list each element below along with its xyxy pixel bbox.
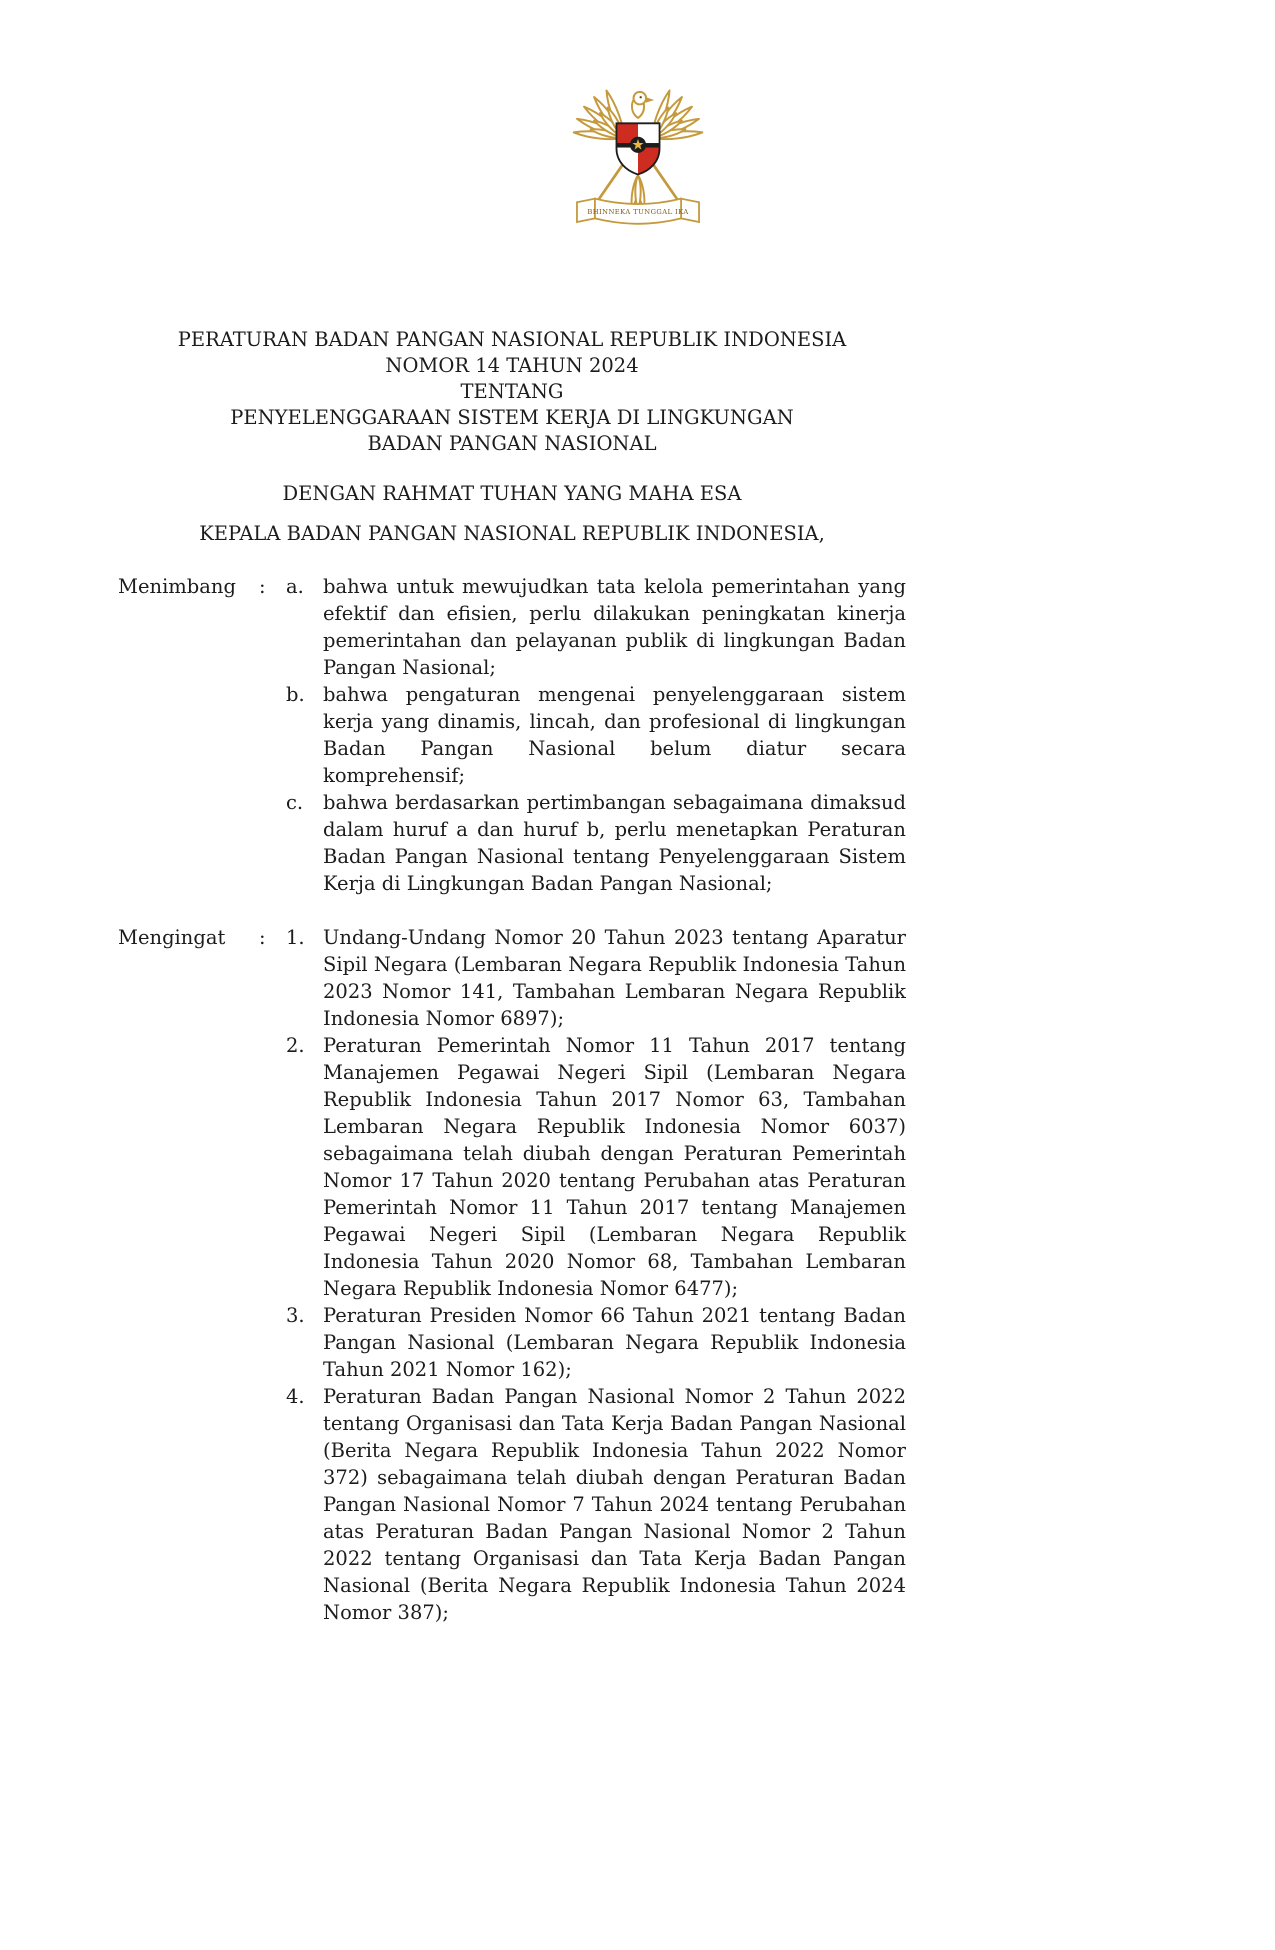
item-marker: c. bbox=[286, 791, 304, 814]
section-label: Mengingat bbox=[118, 926, 226, 949]
menimbang-items bbox=[286, 573, 906, 897]
list-item bbox=[286, 789, 906, 897]
list-item bbox=[286, 924, 906, 1032]
section-mengingat bbox=[118, 924, 906, 1626]
section-menimbang bbox=[118, 573, 906, 897]
list-item bbox=[286, 1032, 906, 1302]
head bbox=[631, 92, 653, 118]
title-line-5: BADAN PANGAN NASIONAL bbox=[367, 432, 657, 455]
item-text: bahwa untuk mewujudkan tata kelola pemerintahan yang efektif dan efisien, perlu dilakukan peningkatan kinerja pemerintahan dan pelayanan publik di lingkungan Badan Pangan Nasional; bbox=[323, 575, 906, 679]
enacting-official-line: KEPALA BADAN PANGAN NASIONAL REPUBLIK INDONESIA, bbox=[199, 522, 825, 545]
motto-text: BHINNEKA TUNGGAL IKA bbox=[586, 207, 689, 216]
mengingat-items bbox=[286, 924, 906, 1626]
title-line-3: TENTANG bbox=[460, 380, 564, 403]
item-text: Peraturan Badan Pangan Nasional Nomor 2 Tahun 2022 tentang Organisasi dan Tata Kerja Badan Pangan Nasional (Berita Negara Republik Indonesia Tahun 2022 Nomor 372) sebagaimana telah diubah dengan Peraturan Badan Pangan Nasional Nomor 7 Tahun 2024 tentang Perubahan atas Peraturan Badan Pangan Nasional Nomor 2 Tahun 2022 tentang Organisasi dan Tata Kerja Badan Pangan Nasional (Berita Negara Republik Indonesia Tahun 2024 Nomor 387); bbox=[323, 1385, 906, 1624]
item-marker: 4. bbox=[286, 1385, 305, 1408]
list-item bbox=[286, 681, 906, 789]
regulation-title bbox=[118, 327, 906, 457]
item-text: bahwa pengaturan mengenai penyelenggaraan sistem kerja yang dinamis, lincah, dan profesional di lingkungan Badan Pangan Nasional belum diatur secara komprehensif; bbox=[323, 683, 906, 787]
item-marker: 3. bbox=[286, 1304, 305, 1327]
item-marker: b. bbox=[286, 683, 305, 706]
item-marker: 1. bbox=[286, 926, 305, 949]
emblem-row bbox=[0, 0, 1275, 231]
item-text: Undang-Undang Nomor 20 Tahun 2023 tentang Aparatur Sipil Negara (Lembaran Negara Republik Indonesia Tahun 2023 Nomor 141, Tambahan Lembaran Negara Republik Indonesia Nomor 6897); bbox=[323, 926, 906, 1030]
list-item bbox=[286, 573, 906, 681]
garuda-pancasila-emblem bbox=[568, 82, 708, 231]
section-label: Menimbang bbox=[118, 575, 236, 598]
section-colon: : bbox=[259, 575, 266, 598]
item-marker: a. bbox=[286, 575, 304, 598]
item-text: Peraturan Presiden Nomor 66 Tahun 2021 tentang Badan Pangan Nasional (Lembaran Negara Republik Indonesia Tahun 2021 Nomor 162); bbox=[323, 1304, 906, 1381]
title-line-1: PERATURAN BADAN PANGAN NASIONAL REPUBLIK INDONESIA bbox=[177, 328, 847, 351]
item-marker: 2. bbox=[286, 1034, 305, 1057]
section-colon: : bbox=[259, 926, 266, 949]
pancasila-shield bbox=[616, 123, 659, 174]
invocation-line: DENGAN RAHMAT TUHAN YANG MAHA ESA bbox=[282, 482, 742, 505]
title-line-4: PENYELENGGARAAN SISTEM KERJA DI LINGKUNGAN bbox=[230, 406, 794, 429]
item-text: bahwa berdasarkan pertimbangan sebagaimana dimaksud dalam huruf a dan huruf b, perlu menetapkan Peraturan Badan Pangan Nasional tentang Penyelenggaraan Sistem Kerja di Lingkungan Badan Pangan Nasional; bbox=[323, 791, 906, 895]
title-line-2: NOMOR 14 TAHUN 2024 bbox=[385, 354, 639, 377]
document-body bbox=[118, 327, 906, 1626]
item-text: Peraturan Pemerintah Nomor 11 Tahun 2017 tentang Manajemen Pegawai Negeri Sipil (Lembaran Negara Republik Indonesia Tahun 2017 Nomor 63, Tambahan Lembaran Negara Republik Indonesia Nomor 6037) sebagaimana telah diubah dengan Peraturan Pemerintah Nomor 17 Tahun 2020 tentang Perubahan atas Peraturan Pemerintah Nomor 11 Tahun 2017 tentang Manajemen Pegawai Negeri Sipil (Lembaran Negara Republik Indonesia Tahun 2020 Nomor 68, Tambahan Lembaran Negara Republik Indonesia Nomor 6477); bbox=[323, 1034, 906, 1300]
list-item bbox=[286, 1383, 906, 1626]
list-item bbox=[286, 1302, 906, 1383]
